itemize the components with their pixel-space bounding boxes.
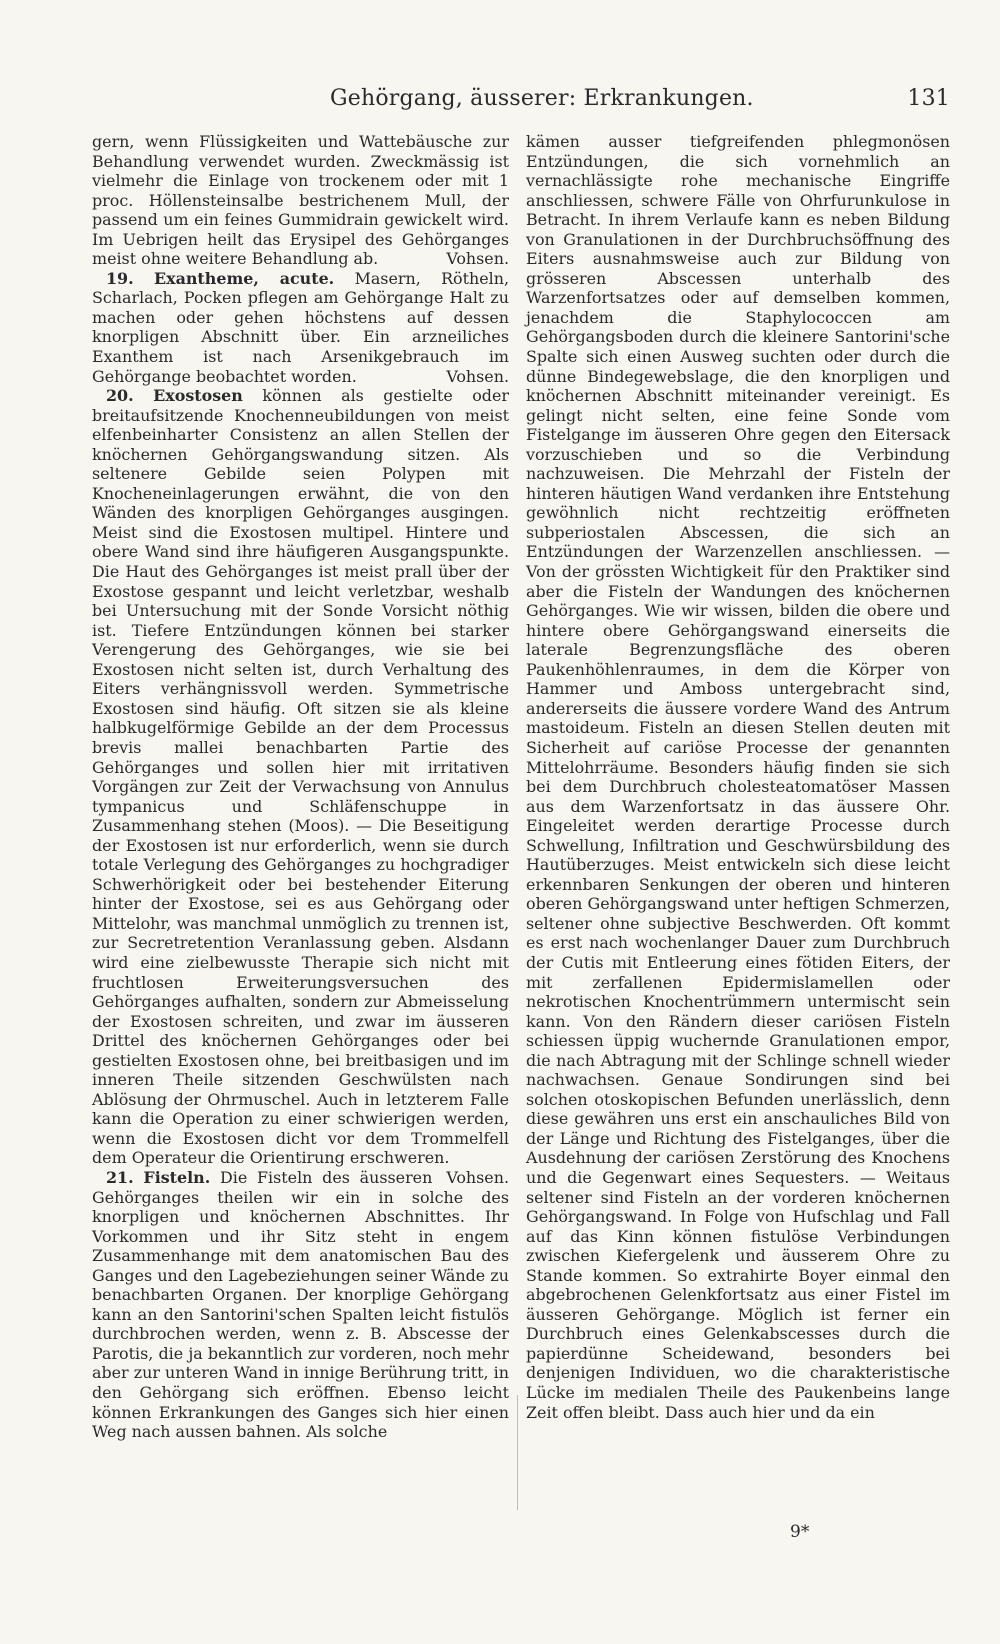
section-number: 20. <box>106 386 134 406</box>
section-21-continued: kämen ausser tiefgreifenden phlegmonösen Entzündungen, die sich vornehmlich an vernachlässigte rohe mechanische Eingriffe anschliessen, schwere Fälle von Ohrfurunkulose in Betracht. In ihrem Verlaufe kann es neben Bildung von Granulationen in der Durchbruchsöffnung des Eiters ausnahmsweise auch zur Bildung von grösseren Abscessen unterhalb des Warzenfortsatzes oder auf demselben kommen, jenachdem die Staphylococcen am Gehörgangsboden durch die kleinere Santorini'sche Spalte sich einen Ausweg suchten oder durch die dünne Bindegewebslage, die den knorpligen und knöchernen Abschnitt miteinander vereinigt. Es gelingt nicht selten, eine feine Sonde vom Fistelgange im äusseren Ohre gegen den Eitersack vorzuschieben und so die Verbindung nachzuweisen. Die Mehrzahl der Fisteln der hinteren häutigen Wand verdanken ihre Entstehung gewöhnlich nicht rechtzeitig eröffneten subperiostalen Abscessen, die sich an Entzündungen der Warzenzellen anschliessen. — Von der grössten Wichtigkeit für den Praktiker sind aber die Fisteln der Wandungen des knöchernen Gehörganges. Wie wir wissen, bilden die obere und hintere obere Gehörgangswand einerseits die laterale Begrenzungsfläche des oberen Paukenhöhlenraumes, in dem die Körper von Hammer und Amboss untergebracht sind, andererseits die äussere vordere Wand des Antrum mastoideum. Fisteln an diesen Stellen deuten mit Sicherheit auf cariöse Processe der genannten Mittelohrräume. Besonders häufig finden sie sich bei dem Durchbruch cholesteatomatöser Massen aus dem Warzenfortsatz in das äussere Ohr. Eingeleitet werden derartige Processe durch Schwellung, Infiltration und Geschwürsbildung des Hautüberzuges. Meist entwickeln sich diese leicht erkennbaren Senkungen der oberen und hinteren oberen Gehörgangswand unter heftigen Schmerzen, seltener ohne subjective Beschwerden. Oft kommt es erst nach wochenlanger Dauer zum Durchbruch der Cutis mit Entleerung eines fötiden Eiters, der mit zerfallenen Epidermislamellen oder nekrotischen Knochentrümmern untermischt sein kann. Von den Rändern dieser cariösen Fisteln schiessen üppig wuchernde Granulationen empor, die nach Abtragung mit der Schlinge schnell wieder nachwachsen. Genaue Sondirungen sind bei solchen otoskopischen Befunden unerlässlich, denn diese gewähren uns erst ein anschauliches Bild von der Länge und Richtung des Fistelganges, über die Ausdehnung der cariösen Zerstörung des Knochens und die Gegenwart eines Sequesters. — Weitaus seltener sind Fisteln an der vorderen knöchernen Gehörgangswand. In Folge von Hufschlag und Fall auf das Kinn können fistulöse Verbindungen zwischen Kiefergelenk und äusserem Ohre zu Stande kommen. So extrahirte Boyer einmal den abgebrochenen Gelenkfortsatz aus einer Fistel im äusseren Gehörgange. Möglich ist ferner ein Durchbruch eines Gelenkabscesses durch die papierdünne Scheidewand, besonders bei denjenigen Individuen, wo die charakteristische Lücke im medialen Theile des Paukenbeins lange Zeit offen bleibt. Dass auch hier und da ein <box>526 132 950 1422</box>
page-title: Gehörgang, äusserer: Erkrankungen. <box>330 86 754 111</box>
author-signature: Vohsen. <box>446 366 509 386</box>
page-number: 131 <box>907 86 950 111</box>
signature-mark: 9* <box>790 1522 810 1542</box>
section-heading: Exostosen <box>153 386 243 406</box>
author-signature: Vohsen. <box>446 1167 509 1187</box>
author-signature: Vohsen. <box>446 249 509 269</box>
paragraph-erysipel-end <box>92 132 509 269</box>
section-heading: Fisteln. <box>143 1167 211 1187</box>
section-19 <box>92 269 509 386</box>
running-head <box>330 86 950 116</box>
column-divider <box>517 1395 518 1510</box>
section-text: Die Fisteln des äusseren Gehörganges theilen wir ein in solche des knorpligen und knöchernen Abschnittes. Ihr Vorkommen und ihr Sitz steht in engem Zusammenhange mit dem anatomischen Bau des Ganges und den Lagebeziehungen seiner Wände zu benachbarten Organen. Der knorplige Gehörgang kann an den Santorini'schen Spalten leicht fistulös durchbrochen werden, wenn z. B. Abscesse der Parotis, die ja bekanntlich zur vorderen, noch mehr aber zur unteren Wand in innige Berührung tritt, in den Gehörgang sich eröffnen. Ebenso leicht können Erkrankungen des Ganges sich hier einen Weg nach aussen bahnen. Als solche <box>92 1167 509 1442</box>
section-text: Masern, Rötheln, Scharlach, Pocken pflegen am Gehörgange Halt zu machen oder gehen höchstens auf dessen knorpligen Abschnitt über. Ein arzneiliches Exanthem ist nach Arsenikgebrauch im Gehörgange beobachtet worden. <box>92 268 509 386</box>
section-text: können als gestielte oder breitaufsitzende Knochenneubildungen von meist elfenbeinharter Consistenz an allen Stellen der knöchernen Gehörgangswandung sitzen. Als seltenere Gebilde seien Polypen mit Knocheneinlagerungen erwähnt, die von den Wänden des knorpligen Gehörganges ausgingen. Meist sind die Exostosen multipel. Hintere und obere Wand sind ihre häufigeren Ausgangspunkte. Die Haut des Gehörganges ist meist prall über der Exostose gespannt und leicht verletzbar, weshalb bei Untersuchung mit der Sonde Vorsicht nöthig ist. Tiefere Entzündungen können bei starker Verengerung des Gehörganges, wie sie bei Exostosen nicht selten ist, durch Verhaltung des Eiters verhängnissvoll werden. Symmetrische Exostosen sind häufig. Oft sitzen sie als kleine halbkugelförmige Gebilde an der dem Processus brevis mallei benachbarten Partie des Gehörganges und sollen hier mit irritativen Vorgängen zur Zeit der Verwachsung von Annulus tympanicus und Schläfenschuppe in Zusammenhang stehen (Moos). — Die Beseitigung der Exostosen ist nur erforderlich, wenn sie durch totale Verlegung des Gehörganges zu hochgradiger Schwerhörigkeit oder bei bestehender Eiterung hinter der Exostose, sei es aus Gehörgang oder Mittelohr, was manchmal unmöglich zu trennen ist, zur Secretretention Veranlassung geben. Alsdann wird eine zielbewusste Therapie sich nicht mit fruchtlosen Erweiterungsversuchen des Gehörganges aufhalten, sondern zur Abmeisselung der Exostosen schreiten, und zwar im äusseren Drittel des knöchernen Gehörganges oder bei gestielten Exostosen ohne, bei breitbasigen und im inneren Theile sitzenden Geschwülsten nach Ablösung der Ohrmuschel. Auch in letzterem Falle kann die Operation zu einer schwierigen werden, wenn die Exostosen dicht vor dem Trommelfell dem Operateur die Orientirung erschweren. <box>92 386 509 1168</box>
paragraph-text: gern, wenn Flüssigkeiten und Wattebäusche zur Behandlung verwendet wurden. Zweckmässig ist vielmehr die Einlage von trockenem oder mit 1 proc. Höllensteinsalbe bestrichenem Mull, der passend um ein feines Gummidrain gewickelt wird. Im Uebrigen heilt das Erysipel des Gehörganges meist ohne weitere Behandlung ab. <box>92 132 509 269</box>
section-heading: Exantheme, acute. <box>154 268 335 288</box>
section-number: 19. <box>106 268 134 288</box>
section-number: 21. <box>106 1167 134 1187</box>
right-column <box>526 132 950 1422</box>
left-column <box>92 132 509 1442</box>
section-21 <box>92 1168 509 1442</box>
